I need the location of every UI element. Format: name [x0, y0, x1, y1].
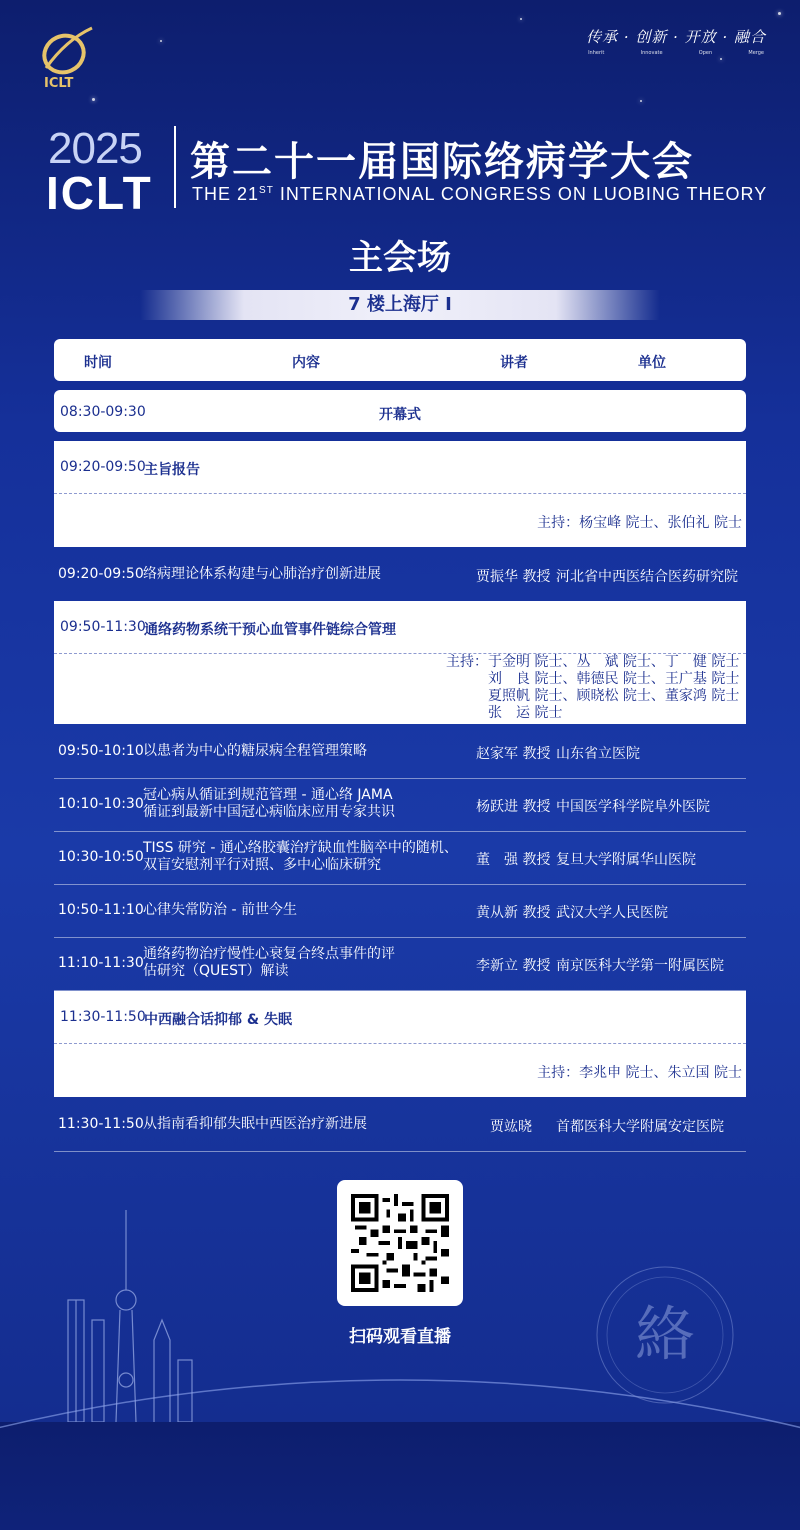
talk-content: 从指南看抑郁失眠中西医治疗新进展: [143, 1116, 367, 1132]
table-row: [54, 831, 746, 885]
talk-content: [143, 840, 458, 874]
session-title: 主旨报告: [144, 462, 200, 478]
talk-speaker: 李新立 教授: [476, 958, 551, 974]
host-line: 主持：杨宝峰 院士、张伯礼 院士: [537, 515, 742, 531]
session-hosts: [446, 654, 742, 722]
col-content: 内容: [292, 355, 320, 371]
host-line: 刘 良 院士、韩德民 院士、王广基 院士: [488, 671, 740, 687]
seal-char: 絡: [635, 1300, 695, 1370]
scan-label: 扫码观看直播: [349, 1327, 451, 1347]
session-hosts: [537, 512, 742, 532]
session-hosts: [537, 1062, 742, 1082]
session-box: [54, 441, 746, 547]
talk-time: 10:50-11:10: [58, 902, 144, 918]
session-box: [54, 601, 746, 724]
table-row: [54, 725, 746, 779]
col-time: 时间: [84, 355, 112, 371]
talk-time: 10:10-10:30: [58, 796, 144, 812]
talk-unit: 复旦大学附属华山医院: [556, 852, 696, 868]
talk-content-line: 冠心病从循证到规范管理 - 通心络 JAMA: [143, 787, 393, 803]
opening-row: [54, 390, 746, 432]
title-en-sup: ST: [259, 185, 274, 196]
title-divider: [174, 126, 176, 208]
talk-content-line: TISS 研究 - 通心络胶囊治疗缺血性脑卒中的随机、: [143, 840, 458, 856]
session-title: 通络药物系统干预心血管事件链综合管理: [144, 622, 396, 638]
talk-speaker: 黄从新 教授: [476, 905, 551, 921]
talk-unit: 中国医学科学院阜外医院: [556, 799, 710, 815]
slogan-en-word: Inherit: [588, 50, 605, 56]
qr-code-icon: [351, 1194, 449, 1292]
talk-content: 络病理论体系构建与心肺治疗创新进展: [143, 566, 381, 582]
host-line: 张 运 院士: [488, 705, 563, 721]
talk-time: 11:30-11:50: [58, 1116, 144, 1132]
opening-title: 开幕式: [379, 407, 421, 423]
session-time: 11:30-11:50: [60, 1009, 146, 1025]
session-box: [54, 991, 746, 1097]
host-line: 主持：于金明 院士、丛 斌 院士、丁 健 院士: [446, 654, 740, 670]
col-speaker: 讲者: [500, 355, 528, 371]
table-row: [54, 937, 746, 991]
page-title-en: [192, 184, 767, 205]
talk-time: 11:10-11:30: [58, 955, 144, 971]
table-row: [54, 884, 746, 938]
session-time: 09:20-09:50: [60, 459, 146, 475]
talk-unit: 武汉大学人民医院: [556, 905, 668, 921]
session-divider: [54, 493, 746, 494]
talk-speaker: 贾竑晓: [490, 1119, 532, 1135]
table-header: [54, 339, 746, 381]
talk-unit: 山东省立医院: [556, 746, 640, 762]
slogan-en-word: Merge: [748, 50, 764, 56]
talk-unit: 首都医科大学附属安定医院: [556, 1119, 724, 1135]
talk-content-line: 循证到最新中国冠心病临床应用专家共识: [143, 804, 395, 820]
logo-text: ICLT: [44, 76, 74, 91]
session-title: 中西融合话抑郁 & 失眠: [144, 1012, 292, 1028]
talk-unit: 河北省中西医结合医药研究院: [556, 569, 738, 585]
session-divider: [54, 1043, 746, 1044]
talk-time: 09:20-09:50: [58, 566, 144, 582]
slogan-en-word: Open: [698, 50, 713, 56]
host-line: 夏照帆 院士、顾晓松 院士、董家鸿 院士: [488, 688, 740, 704]
hall-banner: 7 楼上海厅 I: [140, 290, 660, 320]
qr-code[interactable]: [337, 1180, 463, 1306]
talk-content: 以患者为中心的糖尿病全程管理策略: [143, 743, 367, 759]
slogan: [586, 26, 766, 56]
slogan-en-word: Innovate: [640, 50, 663, 56]
talk-content-line: 双盲安慰剂平行对照、多中心临床研究: [143, 857, 381, 873]
page-title: 第二十一届国际络病学大会: [190, 139, 694, 185]
session-time: 09:50-11:30: [60, 619, 146, 635]
talk-content-line: 估研究（QUEST）解读: [143, 963, 289, 979]
talk-time: 09:50-10:10: [58, 743, 144, 759]
talk-unit: 南京医科大学第一附属医院: [556, 958, 724, 974]
host-line: 主持：李兆申 院士、朱立国 院士: [537, 1065, 742, 1081]
table-row: [54, 548, 746, 602]
col-unit: 单位: [638, 355, 666, 371]
talk-speaker: 赵家军 教授: [476, 746, 551, 762]
venue-title: 主会场: [349, 238, 451, 278]
talk-content: [143, 787, 395, 821]
iclt-wordmark: ICLT: [46, 167, 153, 219]
slogan-en: [586, 50, 766, 56]
talk-speaker: 董 强 教授: [476, 852, 551, 868]
opening-time: 08:30-09:30: [60, 404, 146, 420]
slogan-cn: 传承 · 创新 · 开放 · 融合: [586, 28, 766, 46]
talk-time: 10:30-10:50: [58, 849, 144, 865]
talk-content-line: 通络药物治疗慢性心衰复合终点事件的评: [143, 946, 395, 962]
table-row: [54, 778, 746, 832]
talk-speaker: 杨跃进 教授: [476, 799, 551, 815]
talk-content: [143, 946, 395, 980]
talk-speaker: 贾振华 教授: [476, 569, 551, 585]
table-row: [54, 1098, 746, 1152]
year: 2025: [48, 124, 142, 173]
title-en-prefix: THE 21: [192, 184, 260, 204]
title-en-rest: INTERNATIONAL CONGRESS ON LUOBING THEORY: [273, 184, 768, 204]
talk-content: 心律失常防治 - 前世今生: [143, 902, 297, 918]
